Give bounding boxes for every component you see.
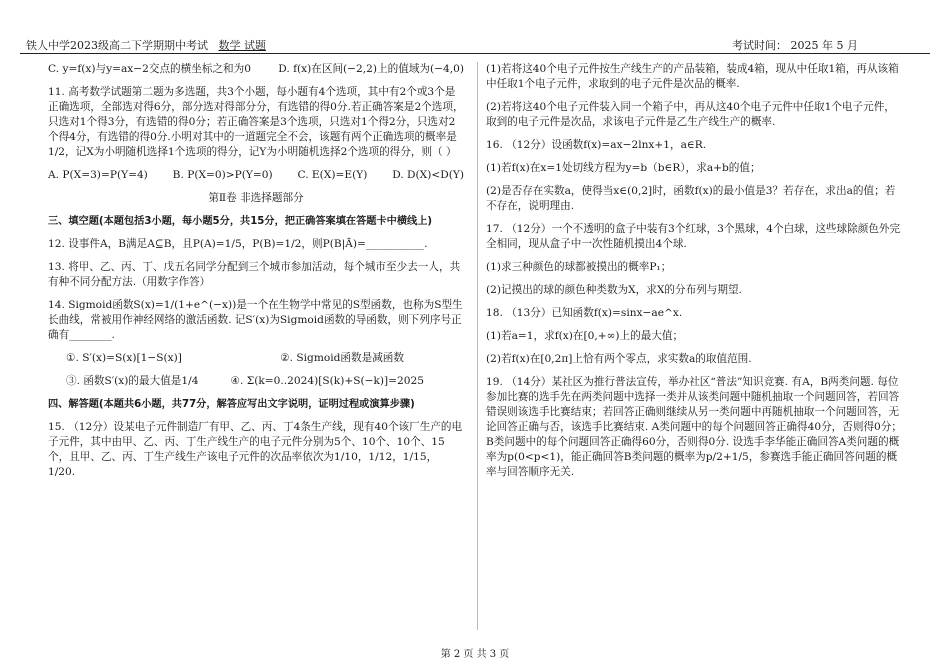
q10-options-cd [48, 62, 464, 77]
page-footer: 第 2 页 共 3 页 [440, 649, 510, 660]
q17-part-1: (1)求三种颜色的球都被摸出的概率P₁； [486, 261, 672, 273]
exam-time: 考试时间： 2025 年 5 月 [732, 39, 858, 52]
q11-options [48, 168, 464, 183]
q11-option-d: D. D(X)<D(Y) [392, 169, 464, 181]
q12: 12. 设事件A，B满足A⊆B，且P(A)=1/5，P(B)=1/2，则P(B|Ā)=___________. [48, 238, 428, 250]
q10-option-c: C. y=f(x)与y=ax−2交点的横坐标之和为0 [48, 63, 251, 75]
q11-option-a: A. P(X=3)=P(Y=4) [48, 169, 148, 181]
q16-part-1: (1)若f(x)在x=1处切线方程为y=b（b∈R），求a+b的值； [486, 162, 761, 174]
subject-title: 数学 试题 [218, 39, 266, 52]
column-separator [477, 62, 478, 630]
q18-part-2: (2)若f(x)在[0,2π]上恰有两个零点，求实数a的取值范围. [486, 353, 752, 365]
q14-items-34 [48, 374, 464, 389]
q16-part-2: (2)是否存在实数a，使得当x∈(0,2]时，函数f(x)的最小值是3？若存在，求出a的值；若不存在，说明理由. [486, 185, 896, 212]
section-3-heading: 三、填空题(本题包括3小题，每小题5分，共15分，把正确答案填在答题卡中横线上) [48, 216, 433, 227]
q14-items-12 [48, 351, 464, 366]
q14-stem: 14. Sigmoid函数S(x)=1/(1+e^(−x))是一个在生物学中常见的S型函数，也称为S型生长曲线，常被用作神经网络的激活函数. 记S′(x)为Sigmoid函数的导函数，则下列序号正确有________. [48, 299, 463, 341]
header-left [26, 37, 266, 53]
left-column [48, 62, 464, 488]
school-exam-title: 铁人中学2023级高二下学期期中考试 [26, 39, 208, 52]
q18-part-1: (1)若a=1，求f(x)在[0,+∞)上的最大值； [486, 330, 684, 342]
right-column [486, 62, 904, 488]
q16-stem: 16. （12分）设函数f(x)=ax−2lnx+1，a∈R. [486, 139, 707, 151]
part-2-heading: 第Ⅱ卷 非选择题部分 [208, 192, 304, 204]
q14-item-4: ④. Σ(k=0..2024)[S(k)+S(−k)]=2025 [230, 375, 424, 387]
section-4-heading: 四、解答题(本题共6小题，共77分，解答应写出文字说明，证明过程或演算步骤) [48, 399, 415, 410]
q19-stem: 19. （14分）某社区为推行普法宣传，举办社区“普法”知识竞赛. 有A，B两类问题. 每位参加比赛的选手先在两类问题中选择一类并从该类问题中随机抽取一个问题回答，若回答错误则该选手比赛结束；若回答正确则继续从另一类问题中再随机抽取一个问题回答，无论回答正确与否，该选手比赛结束. A类问题中的每个问题回答正确得40分，否则得0分；B类问题中的每个问题回答正确得60分，否则得0分. 设选手李华能正确回答A类问题的概率为p(0<p<1)，能正确回答B类问题的概率为p/2+1/5，参赛选手能正确回答问题的概率与回答顺序无关. [486, 376, 902, 478]
q14-item-2: ②. Sigmoid函数是减函数 [280, 352, 404, 364]
q13: 13. 将甲、乙、丙、丁、戊五名同学分配到三个城市参加活动，每个城市至少去一人，共有种不同分配方法.（用数字作答） [48, 261, 461, 288]
q18-stem: 18. （13分）已知函数f(x)=sinx−ae^x. [486, 307, 683, 319]
q11-option-c: C. E(X)=E(Y) [297, 169, 368, 181]
q11-stem: 11. 高考数学试题第二题为多选题，共3个小题，每小题有4个选项，其中有2个或3个是正确选项，全部选对得6分，部分选对得部分分，有选错的得0分.若正确答案是2个选项，只选对1个得3分，有选错的得0分；若正确答案是3个选项，只选对1个得2分，只选对2个得4分，有选错的得0分.小明对其中的一道题完全不会，该题有两个正确选项的概率是1/2，记X为小明随机选择1个选项的得分，记Y为小明随机选择2个选项的得分，则（ ） [48, 86, 464, 158]
q11-option-b: B. P(X=0)>P(Y=0) [172, 169, 273, 181]
header-rule [20, 53, 930, 54]
q10-option-d: D. f(x)在区间(−2,2)上的值域为(−4,0) [278, 63, 464, 75]
q15-part-1: (1)若将这40个电子元件按生产线生产的产品装箱，装成4箱，现从中任取1箱，再从该箱中任取1个电子元件，求取到的电子元件是次品的概率. [486, 63, 899, 90]
q15-stem: 15. （12分）设某电子元件制造厂有甲、乙、丙、丁4条生产线，现有40个该厂生产的电子元件，其中由甲、乙、丙、丁生产线生产的电子元件分别为5个、10个、10个、15个，且甲、乙、丙、丁生产线生产该电子元件的次品率依次为1/10，1/12，1/15，1/20. [48, 421, 463, 478]
q14-item-1: ①. S′(x)=S(x)[1−S(x)] [66, 352, 182, 364]
q17-stem: 17. （12分）一个不透明的盒子中装有3个红球，3个黑球，4个白球，这些球除颜色外完全相同，现从盒子中一次性随机摸出4个球. [486, 223, 901, 250]
q17-part-2: (2)记摸出的球的颜色种类数为X，求X的分布列与期望. [486, 284, 742, 296]
q14-item-3: ③. 函数S′(x)的最大值是1/4 [66, 375, 199, 387]
q15-part-2: (2)若将这40个电子元件装入同一个箱子中，再从这40个电子元件中任取1个电子元件，取到的电子元件是次品，求该电子元件是乙生产线生产的概率. [486, 101, 895, 128]
